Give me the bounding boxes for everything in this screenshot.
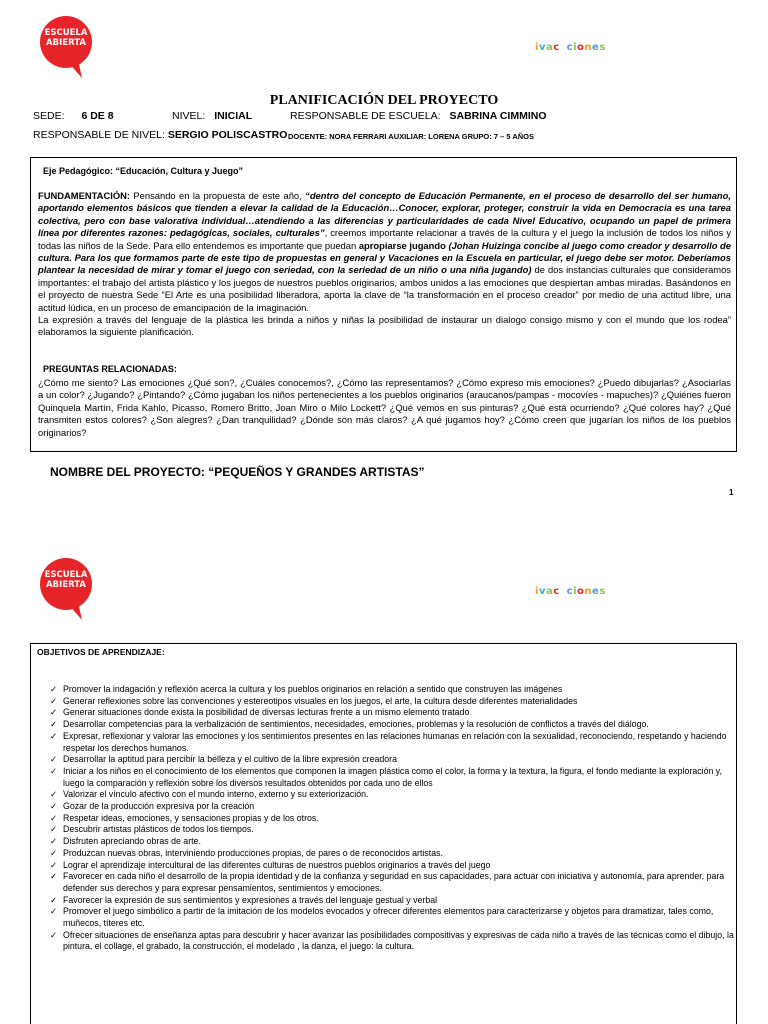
objetivo-item: ✓ Generar situaciones donde exista la posibilidad de diversas lecturas frente a un mismo elemento tratado <box>50 707 743 719</box>
fundamentacion-box <box>30 157 737 452</box>
objetivo-item: ✓ Promover el juego simbólico a partir de la imitación de los modelos evocados y ofrecer diferentes elementos para caracterizarse y objetos para dramatizar, tales como, muñecos, títeres etc. <box>50 906 743 929</box>
vacaciones-letter: c <box>553 586 560 597</box>
responsable-nivel-row: RESPONSABLE DE NIVEL: SERGIO POLISCASTRO <box>33 129 288 141</box>
vacaciones-letter: a <box>545 42 554 53</box>
objetivo-item: ✓ Produzcan nuevas obras, interviniendo producciones propias, de pares o de reconocidos artistas. <box>50 848 743 860</box>
objetivo-item: ✓ Expresar, reflexionar y valorar las emociones y los sentimientos presentes en las relaciones humanas en relación con la sexualidad, reconociendo, respetando y haciendo respetar los derechos humanos. <box>50 731 743 754</box>
vacaciones-letter: i <box>573 42 578 53</box>
vacaciones-letter: v <box>538 42 546 53</box>
objetivo-item: ✓ Generar reflexiones sobre las convenciones y estereotipos visuales en los juegos, el arte, la cultura desde diferentes materialidades <box>50 696 743 708</box>
objetivo-item: ✓ Desarrollar la aptitud para percibir la belleza y el cultivo de la libre expresión creadora <box>50 754 743 766</box>
vacaciones-letter: a <box>545 586 554 597</box>
nombre-proyecto: NOMBRE DEL PROYECTO: “PEQUEÑOS Y GRANDES ARTISTAS” <box>50 465 425 479</box>
objetivos-box <box>30 643 737 1024</box>
objetivo-item: ✓ Ofrecer situaciones de enseñanza aptas para descubrir y hacer avanzar las posibilidades compositivas y expresivas de cada niño a través de las técnicas como el dibujo, la pintura, el collage, el grabado, la construcción, el modelado , la danza, el juego: la cultura. <box>50 930 743 953</box>
docente-info: DOCENTE: NORA FERRARI AUXILIAR: LORENA GRUPO: 7 – 5 AÑOS <box>288 132 534 141</box>
objetivo-item: ✓ Iniciar a los niños en el conocimiento de los elementos que componen la imagen plástica como el color, la forma y la textura, la figura, el fondo mediante la exploración y, luego la comparación y reflexión sobre los diversos resultados obtenidos por cada uno de ellos <box>50 766 743 789</box>
nivel-row: NIVEL: INICIAL <box>172 110 253 122</box>
vacaciones-letter: o <box>577 586 585 597</box>
vacaciones-letter: n <box>584 586 593 597</box>
preguntas-text: ¿Cómo me siento? Las emociones ¿Qué son?, ¿Cuáles conocemos?, ¿Cómo las representamos? ¿Cómo expreso mis emociones? ¿Puedo dibujarlas? ¿Asociarlas a un color? ¿Jugando? ¿Pintando? ¿Cómo jugaban los niños pertenecientes a los pueblos originarios (araucanos/pampas - mocovíes - mapuches)? ¿Quiénes fueron Quinquela Martín, Frida Kahlo, Picasso, Romero Britto, Joan Miro o Milo Lockett? ¿Qué vemos en sus pinturas? ¿Qué está ocurriendo? ¿Qué colores hay? ¿Qué transmiten estos colores? ¿Son alegres? ¿Dan tranquilidad? ¿Dónde son más claros? ¿A qué jugamos hoy? ¿Cómo creen que jugarían los niños de los pueblos originarios? <box>38 377 731 438</box>
vacaciones-logo <box>535 42 606 53</box>
vacaciones-letter: c <box>566 586 574 597</box>
vacaciones-letter: s <box>599 42 606 53</box>
vacaciones-letter: c <box>553 42 560 53</box>
objetivo-item: ✓ Gozar de la producción expresiva por la creación <box>50 801 743 813</box>
escuela-abierta-logo: ESCUELA ABIERTA <box>38 14 94 80</box>
objetivo-item: ✓ Descubrir artistas plásticos de todos los tiempos. <box>50 824 743 836</box>
vacaciones-letter: i <box>535 42 539 53</box>
responsable-escuela-row: RESPONSABLE DE ESCUELA: SABRINA CIMMINO <box>290 110 547 122</box>
objetivos-heading: OBJETIVOS DE APRENDIZAJE: <box>37 647 165 657</box>
preguntas-heading: PREGUNTAS RELACIONADAS: <box>43 364 177 374</box>
objetivos-list <box>50 684 743 953</box>
vacaciones-letter: v <box>538 586 546 597</box>
objetivo-item: ✓ Respetar ideas, emociones, y sensaciones propias y de los otros. <box>50 813 743 825</box>
vacaciones-logo-2 <box>535 586 606 597</box>
objetivo-item: ✓ Favorecer la expresión de sus sentimientos y expresiones a través del lenguaje gestual y verbal <box>50 895 743 907</box>
page-title: PLANIFICACIÓN DEL PROYECTO <box>269 93 499 108</box>
objetivo-item: ✓ Disfruten apreciando obras de arte. <box>50 836 743 848</box>
objetivo-item: ✓ Lograr el aprendizaje intercultural de las diferentes culturas de nuestros pueblos originarios a través del juego <box>50 860 743 872</box>
vacaciones-letter: e <box>592 42 600 53</box>
vacaciones-letter: c <box>566 42 574 53</box>
objetivo-item: ✓ Promover la indagación y reflexión acerca la cultura y los pueblos originarios en relación a sentido que construyen las imágenes <box>50 684 743 696</box>
objetivo-item: ✓ Valorizar el vínculo afectivo con el mundo interno, externo y su exteriorización. <box>50 789 743 801</box>
sede-row: SEDE: 6 DE 8 <box>33 110 114 122</box>
vacaciones-letter: n <box>584 42 593 53</box>
objetivo-item: ✓ Favorecer en cada niño el desarrollo de la propia identidad y de la confianza y seguridad en sus capacidades, para actuar con iniciativa y autonomía, para aprender, para defender sus derechos y para expresar pensamientos, sentimientos y emociones. <box>50 871 743 894</box>
page-number: 1 <box>729 488 734 497</box>
vacaciones-letter: i <box>573 586 578 597</box>
fundamentacion-text: FUNDAMENTACIÓN: Pensando en la propuesta de este año, “dentro del concepto de Educación Permanente, en el proceso de desarrollo del ser humano, aportando elementos básicos que tienden a elevar la calidad de la Educación…Conocer, explorar, proteger, construir la vida en Democracia es una tarea colectiva, pero con base valorativa individual…atendiendo a las diferencias y particularidades de cada Nivel Educativo, ocupando un papel de primera línea por diferentes razones: pedagógicas, sociales, culturales”, creemos importante relacionar a través de la cultura y el juego la inclusión de todos los niños y todas las niños de la Sede. Para ello entendemos es importante que puedan apropiarse jugando (Johan Huizinga concibe al juego como creador y desarrollo de cultura. Para los que formamos parte de este tipo de propuestas en general y Vacaciones en la Escuela en particular, el juego debe ser motor. Deberíamos plantear la necesidad de mirar y tomar el juego con seriedad, con la seriedad de un niño o una niña jugando) de dos instancias culturales que consideramos importantes: el trabajo del artista plástico y los juegos de nuestros pueblos originarios, ambos unidos a las emociones que despiertan ambas miradas. Basándonos en el proyecto de nuestra Sede “El Arte es una posibilidad liberadora, aporta la clave de “la transformación en el proceso creador” por medio de una actitud libre, una actitud lúdica, en un proceso de emancipación de la imaginación. La expresión a través del lenguaje de la plástica les brinda a niños y niñas la posibilidad de instaurar un dialogo consigo mismo y con el mundo que los rodea” elaboramos la siguiente planificación. <box>38 190 732 338</box>
vacaciones-letter: i <box>535 586 539 597</box>
objetivo-item: ✓ Desarrollar competencias para la verbalización de sentimientos, necesidades, emociones, problemas y la resolución de conflictos a través del diálogo. <box>50 719 743 731</box>
escuela-abierta-logo-2: ESCUELA ABIERTA <box>38 556 94 622</box>
vacaciones-letter: s <box>599 586 606 597</box>
eje-pedagogico: Eje Pedagógico: “Educación, Cultura y Juego” <box>43 166 244 176</box>
vacaciones-letter: o <box>577 42 585 53</box>
vacaciones-letter: e <box>592 586 600 597</box>
